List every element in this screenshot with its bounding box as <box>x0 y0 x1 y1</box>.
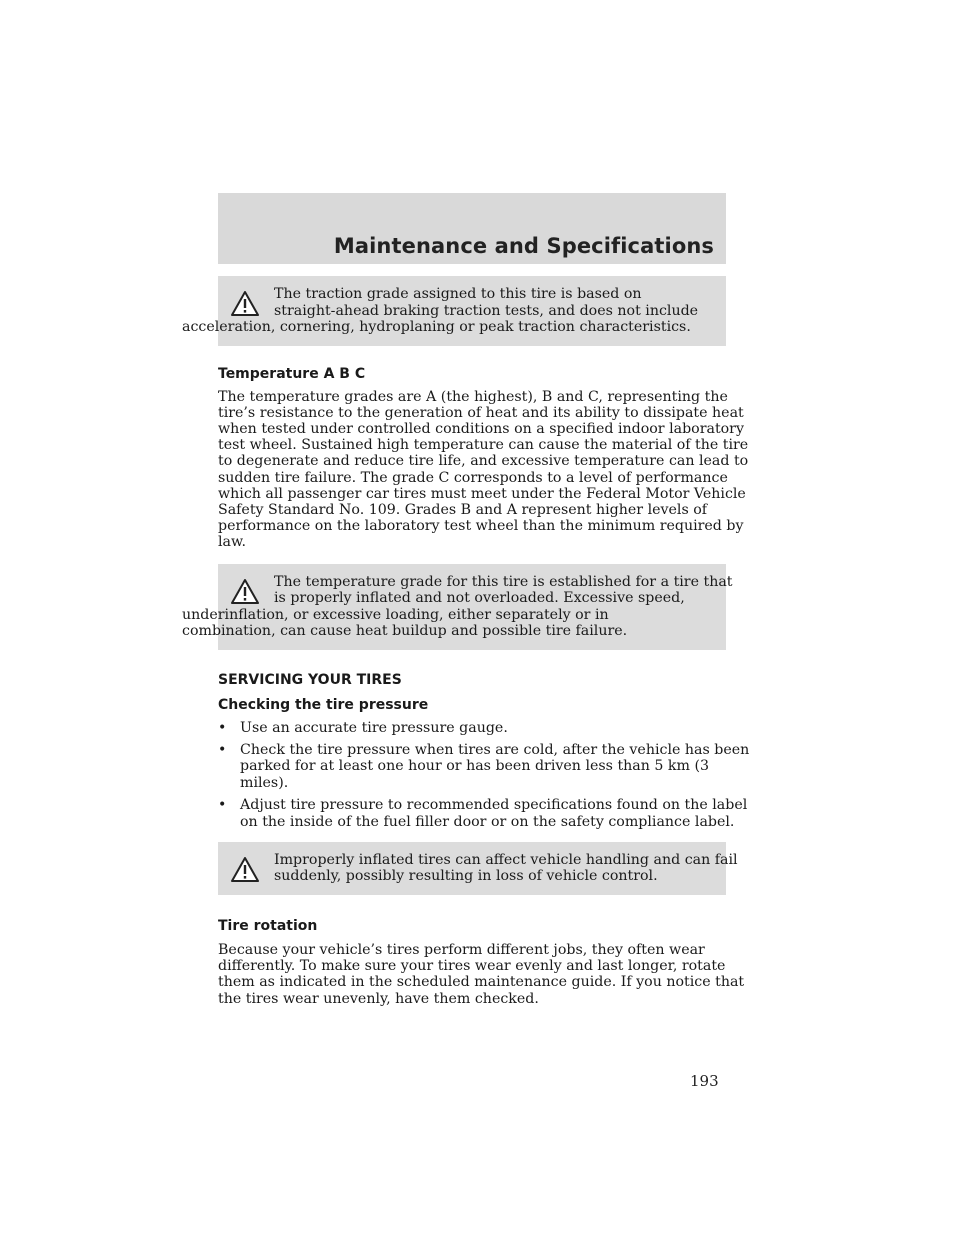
warning-text-line: suddenly, possibly resulting in loss of vehicle control. <box>274 868 658 885</box>
servicing-heading: SERVICING YOUR TIRES <box>218 671 402 688</box>
bullet-text-line: Use an accurate tire pressure gauge. <box>240 719 508 736</box>
paragraph-line: performance on the laboratory test wheel than the minimum required by <box>218 518 744 535</box>
warning-text-line: straight-ahead braking traction tests, and does not include <box>274 302 699 319</box>
paragraph-line: them as indicated in the scheduled maintenance guide. If you notice that <box>218 974 745 991</box>
section-header <box>218 193 726 264</box>
paragraph-line: Safety Standard No. 109. Grades B and A represent higher levels of <box>218 501 708 518</box>
warning-text-line: The traction grade assigned to this tire is based on <box>274 286 642 302</box>
bullet-text-line: parked for at least one hour or has been driven less than 5 km (3 <box>240 758 710 775</box>
warning-box-traction <box>182 276 726 346</box>
section-title: Maintenance and Specifications <box>333 234 714 258</box>
paragraph-line: law. <box>218 534 246 551</box>
warning-box-temperature <box>182 564 733 650</box>
bullet-marker: • <box>218 741 227 758</box>
bullet-text-line: Adjust tire pressure to recommended specifications found on the label <box>240 797 748 814</box>
bullet-text-line: Check the tire pressure when tires are cold, after the vehicle has been <box>240 741 750 758</box>
paragraph-line: differently. To make sure your tires wear evenly and last longer, rotate <box>218 958 726 975</box>
warning-text-line: Improperly inflated tires can affect vehicle handling and can fail <box>274 851 738 868</box>
bullet-marker: • <box>218 797 227 814</box>
paragraph-line: to degenerate and reduce tire life, and excessive temperature can lead to <box>218 453 749 470</box>
bullet-text-line: miles). <box>240 774 289 791</box>
paragraph-line: Because your vehicle’s tires perform different jobs, they often wear <box>218 941 705 958</box>
page-number: 193 <box>690 1072 719 1090</box>
temperature-heading: Temperature A B C <box>218 365 366 382</box>
warning-triangle-icon <box>230 290 260 317</box>
warning-triangle-icon <box>230 578 260 605</box>
tire-rotation-paragraph <box>218 941 745 1007</box>
paragraph-line: sudden tire failure. The grade C corresponds to a level of performance <box>218 469 728 486</box>
bullet-item <box>218 741 750 791</box>
paragraph-line: test wheel. Sustained high temperature can cause the material of the tire <box>218 437 749 454</box>
temperature-paragraph <box>218 388 749 551</box>
bullet-item <box>218 720 726 736</box>
warning-triangle-icon <box>230 856 260 883</box>
warning-text-line: combination, can cause heat buildup and possible tire failure. <box>182 623 628 640</box>
warning-box-inflation <box>218 842 738 895</box>
warning-text-line: underinflation, or excessive loading, either separately or in <box>182 606 609 623</box>
paragraph-line: the tires wear unevenly, have them checked. <box>218 990 539 1007</box>
warning-text-line: The temperature grade for this tire is established for a tire that <box>274 573 733 590</box>
page-content <box>182 276 750 1007</box>
warning-text-line: is properly inflated and not overloaded. Excessive speed, <box>274 590 685 607</box>
tire-rotation-heading: Tire rotation <box>218 917 318 934</box>
bullet-marker: • <box>218 719 227 736</box>
warning-text-line: acceleration, cornering, hydroplaning or peak traction characteristics. <box>182 319 691 335</box>
paragraph-line: The temperature grades are A (the highest), B and C, representing the <box>218 388 728 405</box>
bullet-text-line: on the inside of the fuel filler door or on the safety compliance label. <box>240 813 735 830</box>
checking-pressure-subheading: Checking the tire pressure <box>218 696 429 713</box>
paragraph-line: tire’s resistance to the generation of heat and its ability to dissipate heat <box>218 404 744 421</box>
paragraph-line: when tested under controlled conditions on a specified indoor laboratory <box>218 420 744 437</box>
bullet-item <box>218 797 748 830</box>
paragraph-line: which all passenger car tires must meet under the Federal Motor Vehicle <box>218 485 746 502</box>
